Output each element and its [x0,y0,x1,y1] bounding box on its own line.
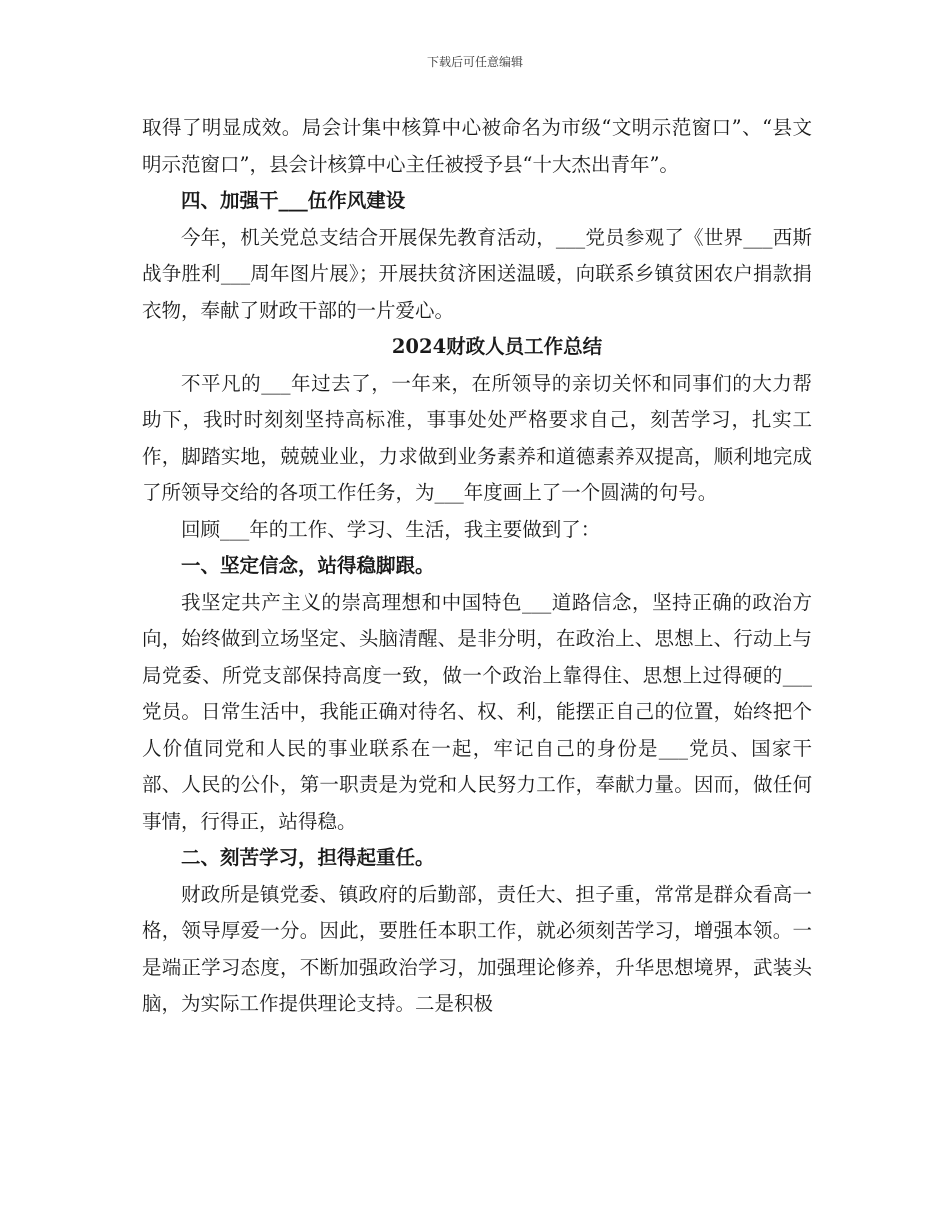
document-title: 2024财政人员工作总结 [391,335,603,358]
paragraph-intro: 不平凡的___年过去了，一年来，在所领导的亲切关怀和同事们的大力帮助下，我时时刻刻坚持高标准，事事处处严格要求自己，刻苦学习，扎实工作，脚踏实地，兢兢业业，力求做到业务素养和道德素养双提高，顺利地完成了所领导交给的各项工作任务，为___年度画上了一个圆满的句号。 [142,371,812,504]
document-body [142,110,812,1023]
page-header-note: 下载后可任意编辑 [426,55,523,69]
section-heading-2: 二、刻苦学习，担得起重任。 [181,846,435,869]
paragraph-review: 回顾___年的工作、学习、生活，我主要做到了： [181,517,601,541]
section-heading-1: 一、坚定信念，站得稳脚跟。 [181,554,435,577]
paragraph-belief: 我坚定共产主义的崇高理想和中国特色___道路信念，坚持正确的政治方向，始终做到立场坚定、头脑清醒、是非分明，在政治上、思想上、行动上与局党委、所党支部保持高度一致，做一个政治上靠得住、思想上过得硬的___党员。日常生活中，我能正确对待名、权、利，能摆正自己的位置，始终把个人价值同党和人民的事业联系在一起，牢记自己的身份是___党员、国家干部、人民的公仆，第一职责是为党和人民努力工作，奉献力量。因而，做任何事情，行得正，站得稳。 [142,590,812,833]
paragraph-party-activities: 今年，机关党总支结合开展保先教育活动，___党员参观了《世界___西斯战争胜利___周年图片展》；开展扶贫济困送温暖，向联系乡镇贫困农户捐款捐衣物，奉献了财政干部的一片爱心。 [142,225,812,322]
paragraph-continued: 取得了明显成效。局会计集中核算中心被命名为市级“文明示范窗口”、“县文明示范窗口”，县会计核算中心主任被授予县“十大杰出青年”。 [142,116,812,176]
section-heading-4: 四、加强干___伍作风建设 [181,189,406,212]
paragraph-study: 财政所是镇党委、镇政府的后勤部，责任大、担子重，常常是群众看高一格，领导厚爱一分。因此，要胜任本职工作，就必须刻苦学习，增强本领。一是端正学习态度，不断加强政治学习，加强理论修养，升华思想境界，武装头脑，为实际工作提供理论支持。二是积极 [142,882,812,1015]
